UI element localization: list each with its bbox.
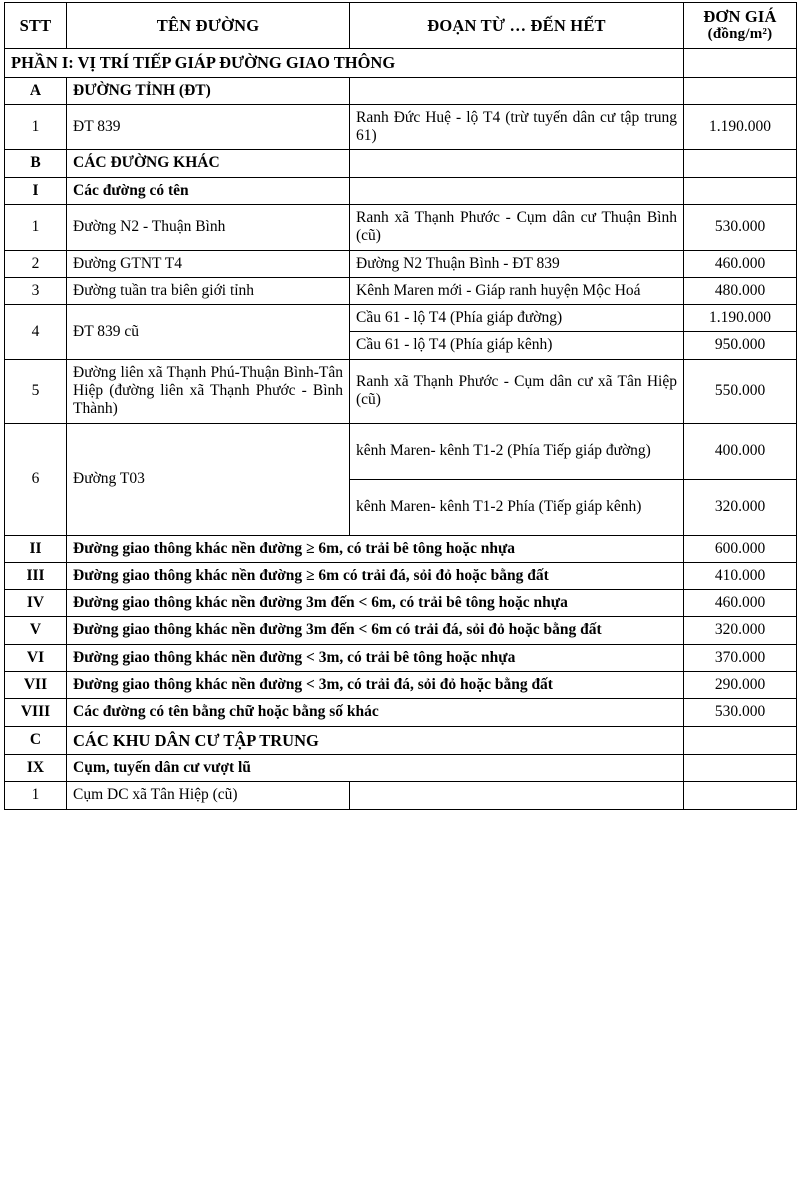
row-price xyxy=(684,782,797,809)
row-index: VII xyxy=(5,671,67,698)
column-header-stt: STT xyxy=(5,3,67,49)
column-header-road-name: TÊN ĐƯỜNG xyxy=(67,3,350,49)
unit-price-title: ĐƠN GIÁ xyxy=(703,7,777,26)
row-road-name: ĐƯỜNG TỈNH (ĐT) xyxy=(67,77,350,104)
table-row xyxy=(5,277,797,304)
table-row xyxy=(5,617,797,644)
row-segment: Đường N2 Thuận Bình - ĐT 839 xyxy=(350,250,684,277)
row-index: IX xyxy=(5,755,67,782)
row-index: IV xyxy=(5,590,67,617)
row-price: 290.000 xyxy=(684,671,797,698)
row-road-name: Đường tuần tra biên giới tỉnh xyxy=(67,277,350,304)
table-row xyxy=(5,699,797,726)
row-segment: Cầu 61 - lộ T4 (Phía giáp kênh) xyxy=(350,332,684,359)
row-index: B xyxy=(5,150,67,177)
row-road-name: Các đường có tên xyxy=(67,177,350,204)
row-segment xyxy=(350,177,684,204)
row-price: 410.000 xyxy=(684,562,797,589)
row-segment xyxy=(350,150,684,177)
column-header-segment: ĐOẠN TỪ … ĐẾN HẾT xyxy=(350,3,684,49)
row-index: II xyxy=(5,535,67,562)
row-price: 320.000 xyxy=(684,479,797,535)
row-price: 530.000 xyxy=(684,205,797,251)
row-price xyxy=(684,755,797,782)
row-index: VI xyxy=(5,644,67,671)
table-header xyxy=(5,3,797,49)
row-price: 1.190.000 xyxy=(684,305,797,332)
row-index: V xyxy=(5,617,67,644)
row-price xyxy=(684,150,797,177)
row-index: I xyxy=(5,177,67,204)
row-price: 460.000 xyxy=(684,590,797,617)
row-road-name: Cụm DC xã Tân Hiệp (cũ) xyxy=(67,782,350,809)
row-segment: Ranh xã Thạnh Phước - Cụm dân cư xã Tân Hiệp (cũ) xyxy=(350,359,684,423)
row-price xyxy=(684,77,797,104)
table-row xyxy=(5,590,797,617)
table-row xyxy=(5,49,797,77)
row-segment xyxy=(350,782,684,809)
row-price: 1.190.000 xyxy=(684,104,797,150)
row-index: 1 xyxy=(5,205,67,251)
row-price: 600.000 xyxy=(684,535,797,562)
row-road-name: ĐT 839 xyxy=(67,104,350,150)
table-row xyxy=(5,644,797,671)
row-road-name: CÁC KHU DÂN CƯ TẬP TRUNG xyxy=(67,726,684,754)
row-road-name: Đường GTNT T4 xyxy=(67,250,350,277)
part-title: PHẦN I: VỊ TRÍ TIẾP GIÁP ĐƯỜNG GIAO THÔNG xyxy=(5,49,684,77)
row-road-name: Các đường có tên bằng chữ hoặc bằng số khác xyxy=(67,699,684,726)
row-road-name: Đường giao thông khác nền đường ≥ 6m có trải đá, sỏi đỏ hoặc bằng đất xyxy=(67,562,684,589)
row-index: 6 xyxy=(5,423,67,535)
land-price-table xyxy=(4,2,797,810)
row-road-name: Đường giao thông khác nền đường < 3m, có trải bê tông hoặc nhựa xyxy=(67,644,684,671)
row-price: 950.000 xyxy=(684,332,797,359)
row-road-name: Đường T03 xyxy=(67,423,350,535)
row-road-name: Đường giao thông khác nền đường 3m đến < 6m, có trải bê tông hoặc nhựa xyxy=(67,590,684,617)
row-segment: kênh Maren- kênh T1-2 Phía (Tiếp giáp kênh) xyxy=(350,479,684,535)
table-row xyxy=(5,77,797,104)
row-road-name: Đường giao thông khác nền đường ≥ 6m, có trải bê tông hoặc nhựa xyxy=(67,535,684,562)
row-index: C xyxy=(5,726,67,754)
row-road-name: Đường liên xã Thạnh Phú-Thuận Bình-Tân Hiệp (đường liên xã Thạnh Phước - Bình Thành) xyxy=(67,359,350,423)
part-title-price-empty xyxy=(684,49,797,77)
row-index: A xyxy=(5,77,67,104)
table-row xyxy=(5,671,797,698)
row-road-name: Đường giao thông khác nền đường 3m đến < 6m có trải đá, sỏi đỏ hoặc bằng đất xyxy=(67,617,684,644)
row-road-name: Cụm, tuyến dân cư vượt lũ xyxy=(67,755,684,782)
row-price: 400.000 xyxy=(684,423,797,479)
row-price: 480.000 xyxy=(684,277,797,304)
table-row xyxy=(5,359,797,423)
table-body xyxy=(5,49,797,809)
row-segment xyxy=(350,77,684,104)
row-index: 5 xyxy=(5,359,67,423)
row-segment: Kênh Maren mới - Giáp ranh huyện Mộc Hoá xyxy=(350,277,684,304)
row-segment: kênh Maren- kênh T1-2 (Phía Tiếp giáp đường) xyxy=(350,423,684,479)
table-row xyxy=(5,423,797,479)
table-row xyxy=(5,205,797,251)
row-price: 370.000 xyxy=(684,644,797,671)
table-row xyxy=(5,782,797,809)
row-segment: Ranh xã Thạnh Phước - Cụm dân cư Thuận Bình (cũ) xyxy=(350,205,684,251)
table-row xyxy=(5,562,797,589)
table-row xyxy=(5,177,797,204)
row-price: 530.000 xyxy=(684,699,797,726)
row-road-name: Đường N2 - Thuận Bình xyxy=(67,205,350,251)
table-row xyxy=(5,250,797,277)
row-road-name: ĐT 839 cũ xyxy=(67,305,350,360)
row-price: 460.000 xyxy=(684,250,797,277)
table-row xyxy=(5,104,797,150)
row-index: 4 xyxy=(5,305,67,360)
row-index: 1 xyxy=(5,104,67,150)
header-row xyxy=(5,3,797,49)
table-row xyxy=(5,150,797,177)
row-price xyxy=(684,726,797,754)
row-road-name: Đường giao thông khác nền đường < 3m, có trải đá, sỏi đỏ hoặc bằng đất xyxy=(67,671,684,698)
row-road-name: CÁC ĐƯỜNG KHÁC xyxy=(67,150,350,177)
row-price: 320.000 xyxy=(684,617,797,644)
unit-price-subtitle: (đồng/m²) xyxy=(707,26,773,43)
row-index: III xyxy=(5,562,67,589)
column-header-unit-price xyxy=(684,3,797,49)
row-price: 550.000 xyxy=(684,359,797,423)
row-index: 1 xyxy=(5,782,67,809)
table-row xyxy=(5,535,797,562)
row-index: 2 xyxy=(5,250,67,277)
row-index: VIII xyxy=(5,699,67,726)
table-row xyxy=(5,755,797,782)
table-row xyxy=(5,726,797,754)
row-index: 3 xyxy=(5,277,67,304)
table-row xyxy=(5,305,797,332)
row-price xyxy=(684,177,797,204)
row-segment: Cầu 61 - lộ T4 (Phía giáp đường) xyxy=(350,305,684,332)
row-segment: Ranh Đức Huệ - lộ T4 (trừ tuyến dân cư tập trung 61) xyxy=(350,104,684,150)
